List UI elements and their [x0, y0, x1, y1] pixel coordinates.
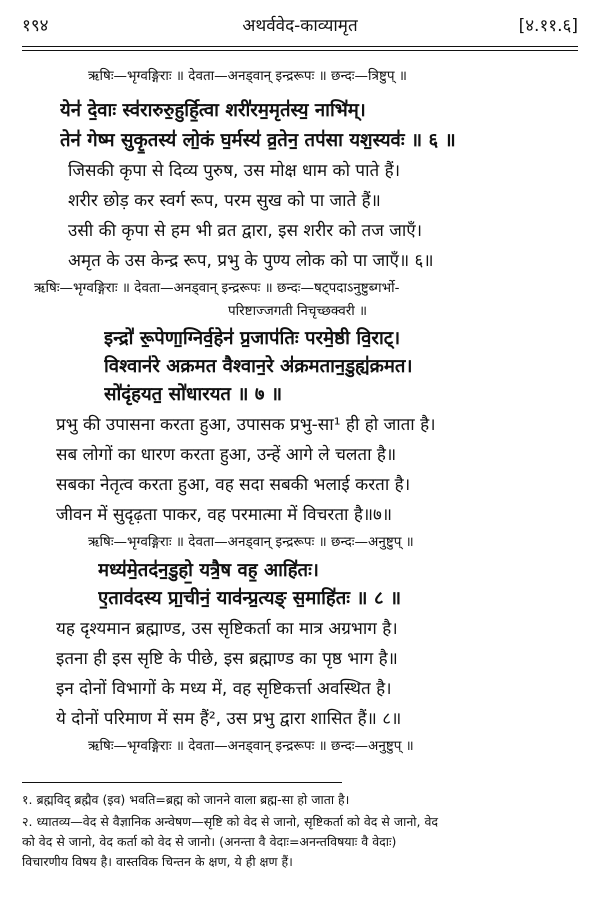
rishi-devata-line: परिष्टाज्जगती निचृच्छक्वरी ॥	[228, 303, 368, 319]
mantra-line: सो॑दृंहयत॒ सो॑धारयत ॥ ७ ॥	[104, 384, 283, 405]
translation-line: सब लोगों का धारण करता हुआ, उन्हें आगे ले चलता है॥	[56, 445, 397, 465]
mantra-line: मध्य॑मे॒तद॑न॒डुहो॒ यत्रै॒ष वह॒ आहि॑तः।	[98, 560, 319, 581]
footnote-line: को वेद से जानो, वेद कर्ता को वेद से जानो। (अनन्ता वै वेदाः=अनन्तविषयाः वै वेदाः)	[22, 834, 397, 849]
page-number: १९४	[22, 16, 49, 36]
translation-line: इन दोनों विभागों के मध्य में, वह सृष्टिकर्त्ता अवस्थित है।	[56, 679, 392, 699]
translation-line: यह दृश्यमान ब्रह्माण्ड, उस सृष्टिकर्ता का मात्र अग्रभाग है।	[56, 619, 398, 639]
translation-line: ये दोनों परिमाण में सम हैं², उस प्रभु द्वारा शासित हैं॥ ८॥	[56, 709, 402, 729]
translation-line: अमृत के उस केन्द्र रूप, प्रभु के पुण्य लोक को पा जाएँ॥ ६॥	[68, 251, 434, 271]
footnote-rule	[22, 782, 342, 783]
footnote-line: २. ध्यातव्य—वेद से वैज्ञानिक अन्वेषण—सृष्टि को वेद से जानो, सृष्टिकर्ता को वेद से जानो, वेद	[22, 814, 439, 829]
verse-reference: [४.११.६]	[518, 16, 578, 36]
rishi-devata-line: ऋषिः—भृग्वङ्गिराः ॥ देवता—अनड्वान् इन्द्ररूपः ॥ छन्दः—षट्पदाऽनुष्टुब्गर्भो-	[34, 280, 400, 296]
mantra-line: ए॒ताव॑दस्य प्रा॒चीनं॒ याव॑न्प्र॒त्यङ् स॒माहि॑तः ॥ ८ ॥	[98, 588, 402, 609]
mantra-line: तेन॑ गेष्म सुकृ॒तस्य॑ लो॒कं घ॒र्मस्य॑ व्र॒तेन॒ तप॑सा यश॒स्यवः॑ ॥ ६ ॥	[60, 130, 456, 151]
running-header	[22, 12, 578, 44]
translation-line: इतना ही इस सृष्टि के पीछे, इस ब्रह्माण्ड का पृष्ठ भाग है॥	[56, 649, 398, 669]
header-rule-top	[22, 46, 578, 47]
translation-line: शरीर छोड़ कर स्वर्ग रूप, परम सुख को पा जाते हैं॥	[68, 191, 381, 211]
translation-line: सबका नेतृत्व करता हुआ, वह सदा सबकी भलाई करता है।	[56, 475, 411, 495]
footnote-line: विचारणीय विषय है। वास्तविक चिन्तन के क्षण, ये ही क्षण हैं।	[22, 854, 293, 869]
rishi-devata-line: ऋषिः—भृग्वङ्गिराः ॥ देवता—अनड्वान् इन्द्ररूपः ॥ छन्दः—अनुष्टुप् ॥	[88, 534, 414, 550]
mantra-line: विश्वान॑रे अक्रमत वैश्वान॒रे अ॑क्रमतान॒डुह्य॑क्रमत।	[104, 356, 413, 377]
mantra-line: येन॑ दे॒वाः स्व॑रारुरु॒हुर्हि॒त्वा शरी॑रम॒मृत॑स्य॒ नाभि॑म्।	[60, 100, 366, 121]
rishi-devata-line: ऋषिः—भृग्वङ्गिराः ॥ देवता—अनड्वान् इन्द्ररूपः ॥ छन्दः—अनुष्टुप् ॥	[88, 738, 414, 754]
translation-line: जीवन में सुदृढ़ता पाकर, वह परमात्मा में विचरता है॥७॥	[56, 505, 393, 525]
translation-line: उसी की कृपा से हम भी व्रत द्वारा, इस शरीर को तज जाएँ।	[68, 221, 423, 241]
header-rule-bottom	[22, 50, 578, 51]
footnote-line: १. ब्रह्मविद् ब्रह्मैव (इव) भवति=ब्रह्म को जानने वाला ब्रह्म-सा हो जाता है।	[22, 792, 350, 807]
book-title: अथर्ववेद-काव्यामृत	[242, 16, 358, 36]
translation-line: प्रभु की उपासना करता हुआ, उपासक प्रभु-सा¹ ही हो जाता है।	[56, 415, 436, 435]
mantra-line: इन्द्रो॑ रू॒पेणा॒ग्निर्व॒हेन॑ प्र॒जाप॑तिः परमे॒ष्ठी वि॒राट्।	[104, 328, 401, 349]
rishi-devata-line: ऋषिः—भृग्वङ्गिराः ॥ देवता—अनड्वान् इन्द्ररूपः ॥ छन्दः—त्रिष्टुप् ॥	[88, 68, 407, 84]
translation-line: जिसकी कृपा से दिव्य पुरुष, उस मोक्ष धाम को पाते हैं।	[68, 161, 401, 181]
